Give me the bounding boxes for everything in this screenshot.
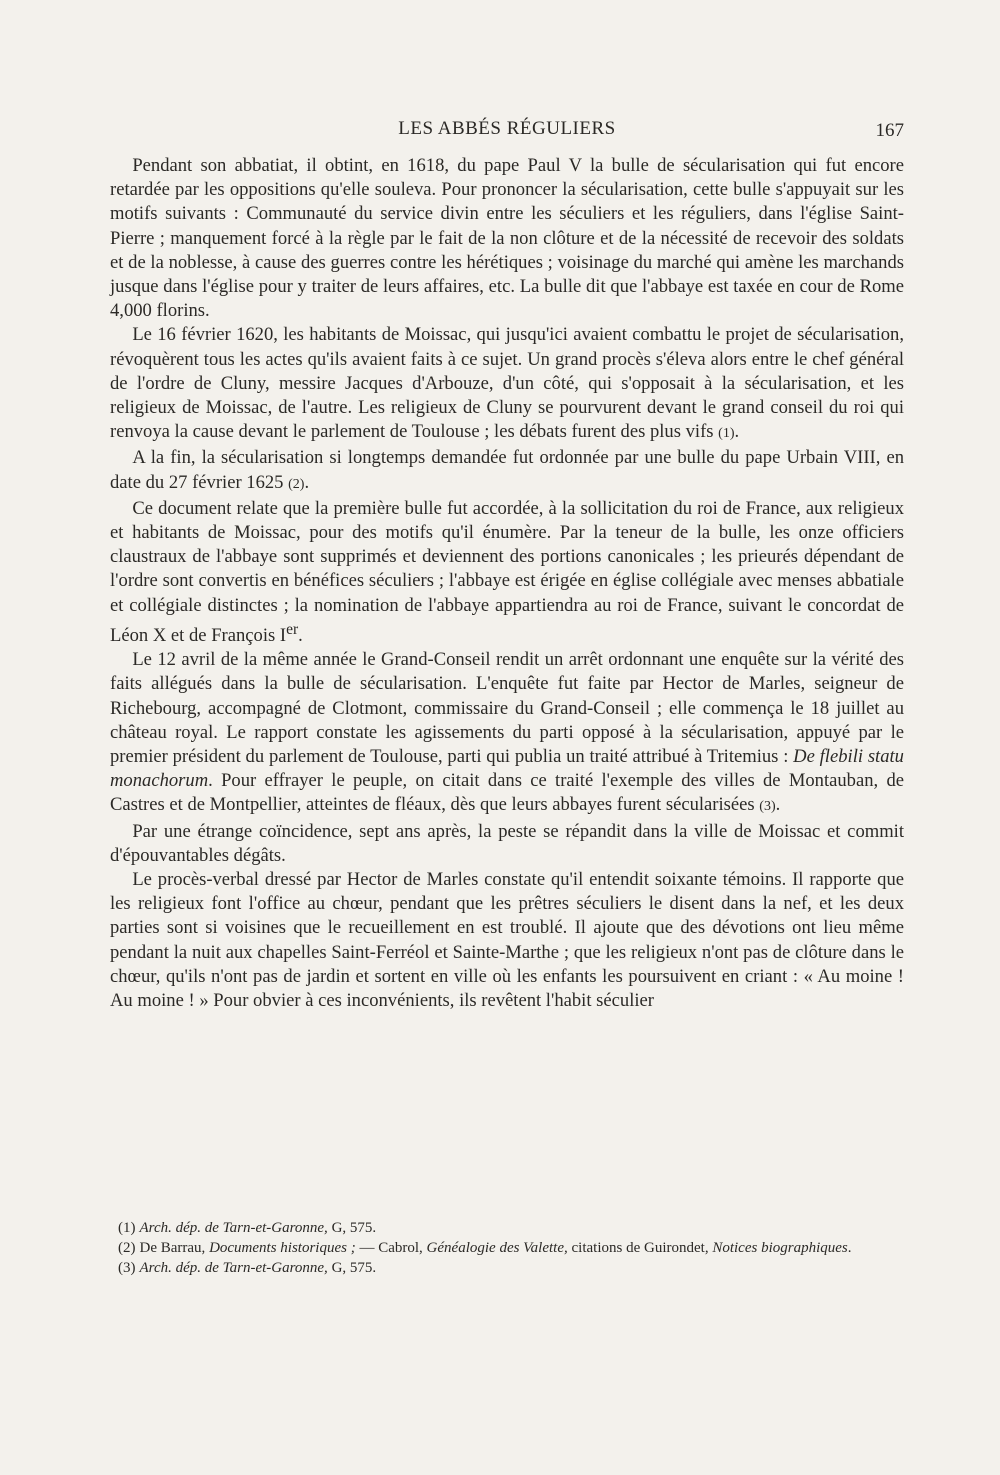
footnote-source: Notices biographiques xyxy=(712,1240,848,1256)
footnote xyxy=(118,1258,904,1278)
footnote xyxy=(118,1238,904,1258)
paragraph xyxy=(110,497,904,648)
paragraph-text: . xyxy=(304,471,310,493)
footnote xyxy=(118,1218,904,1238)
running-title: LES ABBÉS RÉGULIERS xyxy=(398,118,616,139)
paragraph xyxy=(110,323,904,446)
paragraph-text: . xyxy=(775,794,781,816)
book-title: De flebili statu monachorum xyxy=(110,746,904,792)
footnote-text: De Barrau, xyxy=(139,1240,210,1256)
footnote-number: (3) xyxy=(118,1260,136,1276)
footnote-text: — Cabrol, xyxy=(355,1240,427,1256)
footnote-source: Arch. dép. de Tarn-et-Garonne, xyxy=(139,1220,328,1236)
paragraph xyxy=(110,648,904,819)
body-text xyxy=(110,154,904,1013)
paragraph-text: Pendant son abbatiat, il obtint, en 1618, du pape Paul V la bulle de sécularisation qui fut encore retardée par les oppositions qu'elle souleva. Pour prononcer la sécularisation, cette bulle s'appuyait sur les motifs suivants : Communauté du service divin entre les séculiers et les réguliers, dans l'église Saint-Pierre ; manquement forcé à la règle par le fait de la non clôture et de la nécessité de recevoir des soldats et de la noblesse, à cause des guerres contre les hérétiques ; voisinage du marché qui amène les marchands jusque dans l'église pour y traiter de leurs affaires, etc. La bulle dit que l'abbaye est taxée en cour de Rome 4,000 florins. xyxy=(110,155,904,322)
paragraph xyxy=(110,154,904,323)
paragraph-text: Le 12 avril de la même année le Grand-Conseil rendit un arrêt ordonnant une enquête sur la vérité des faits allégués dans la bulle de sécularisation. L'enquête fut faite par Hector de Marles, seigneur de Richebourg, accompagné de Clotmont, commissaire du Grand-Conseil ; elle commença le 18 juillet au château royal. Le rapport constate les agissements du parti opposé à la sécularisation, appuyé par le premier président du parlement de Toulouse, parti qui publia un traité attribué à Tritemius : xyxy=(110,649,904,768)
footnote-number: (2) xyxy=(118,1240,136,1256)
paragraph-text: . Pour effrayer le peuple, on citait dans ce traité l'exemple des villes de Montauban, de Castres et de Montpellier, atteintes de fléaux, dès que leurs abbayes furent sécularisées xyxy=(110,770,904,816)
page-number: 167 xyxy=(875,120,904,141)
paragraph-text: A la fin, la sécularisation si longtemps demandée fut ordonnée par une bulle du pape Urbain VIII, en date du 27 février 1625 xyxy=(110,447,904,493)
footnote-text: G, 575. xyxy=(327,1260,377,1276)
footnote-text: citations de Guirondet, xyxy=(567,1240,713,1256)
footnotes xyxy=(118,1218,904,1278)
paragraph xyxy=(110,446,904,496)
footnote-source: Généalogie des Valette, xyxy=(426,1240,568,1256)
paragraph-text: . xyxy=(734,421,740,443)
footnote-source: Documents historiques ; xyxy=(209,1240,356,1256)
paragraph-text: Le 16 février 1620, les habitants de Moissac, qui jusqu'ici avaient combattu le projet de sécularisation, révoquèrent tous les actes qu'ils avaient faits à ce sujet. Un grand procès s'éleva alors entre le chef général de l'ordre de Cluny, messire Jacques d'Arbouze, d'un côté, qui s'opposait à la sécularisation, et les religieux de Moissac, de l'autre. Les religieux de Cluny se pourvurent devant le grand conseil du roi qui renvoya la cause devant le parlement de Toulouse ; les débats furent des plus vifs xyxy=(110,324,904,443)
paragraph-text: . xyxy=(298,625,303,647)
footnote-text: G, 575. xyxy=(327,1220,377,1236)
paragraph-text: Ce document relate que la première bulle fut accordée, à la sollicitation du roi de France, aux religieux et habitants de Moissac, pour des motifs qu'il énumère. Par la teneur de la bulle, les onze officiers claustraux de l'abbaye sont supprimés et deviennent des portions canonicales ; les prieurés dépendant de l'ordre sont convertis en bénéfices séculiers ; l'abbaye est érigée en église collégiale avec menses abbatiale et collégiale distinctes ; la nomination de l'abbaye appartiendra au roi de France, suivant le concordat de Léon X et de François I xyxy=(110,497,904,647)
paragraph xyxy=(110,868,904,1013)
footnote-reference: (2) xyxy=(288,476,305,492)
paragraph xyxy=(110,820,904,868)
footnote-reference: (1) xyxy=(718,426,735,442)
paragraph-text: Par une étrange coïncidence, sept ans après, la peste se répandit dans la ville de Moissac et commit d'épouvantables dégâts. xyxy=(110,820,904,866)
footnote-number: (1) xyxy=(118,1220,136,1236)
footnote-reference: (3) xyxy=(759,799,776,815)
footnote-source: Arch. dép. de Tarn-et-Garonne, xyxy=(139,1260,328,1276)
footnote-text: . xyxy=(847,1240,852,1256)
superscript: er xyxy=(286,620,299,638)
page-header xyxy=(110,116,904,146)
paragraph-text: Le procès-verbal dressé par Hector de Marles constate qu'il entendit soixante témoins. Il rapporte que les religieux font l'office au chœur, pendant que les prêtres séculiers le disent dans la nef, et les deux parties sont si voisines que le recueillement en est troublé. Il ajoute que des dévotions ont lieu même pendant la nuit aux chapelles Saint-Ferréol et Sainte-Marthe ; que les religieux n'ont pas de clôture dans le chœur, qu'ils n'ont pas de jardin et sortent en ville où les enfants les poursuivent en criant : « Au moine ! Au moine ! » Pour obvier à ces inconvénients, ils revêtent l'habit séculier xyxy=(110,869,904,1012)
